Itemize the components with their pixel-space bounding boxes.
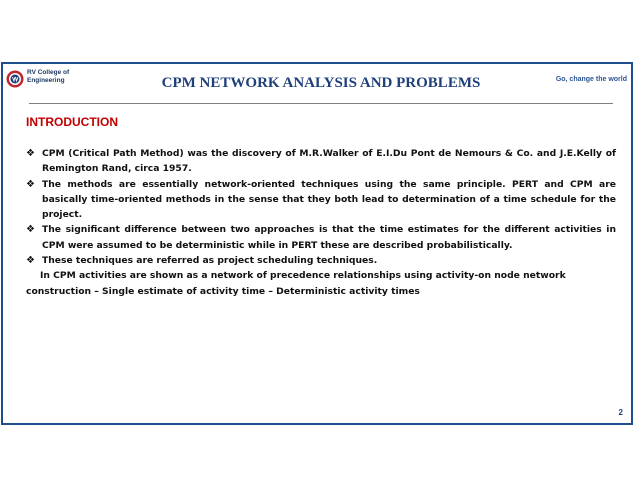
diamond-bullet-icon: ❖: [26, 178, 35, 190]
bullet-text: CPM (Critical Path Method) was the discovery of M.R.Walker of E.I.Du Pont de Nemours & Co. and J.E.Kelly of Remington Rand, circa 1957.: [42, 148, 616, 175]
paragraph-first-line: In CPM activities are shown as a network of precedence relationships using activity-on node network: [40, 270, 566, 282]
bullet-item: [26, 253, 616, 268]
paragraph-continuation: construction – Single estimate of activity time – Deterministic activity times: [26, 285, 420, 297]
header-divider: [29, 103, 613, 104]
college-tagline: Go, change the world: [555, 76, 627, 83]
slide-frame: [1, 62, 633, 425]
diamond-bullet-icon: ❖: [26, 148, 35, 159]
bullet-item: [26, 222, 616, 253]
diamond-bullet-icon: ❖: [26, 224, 35, 236]
bullet-text: These techniques are referred as project scheduling techniques.: [42, 255, 378, 267]
bullet-item: [26, 146, 616, 177]
section-heading: INTRODUCTION: [26, 115, 118, 129]
bullet-text: The significant difference between two approaches is that the time estimates for the different activities in CPM were assumed to be deterministic while in PERT these are described probabilistically.: [42, 224, 616, 251]
page-number: 2: [618, 408, 623, 417]
bullet-item: [26, 177, 616, 223]
rvce-logo-icon: [6, 70, 24, 88]
diamond-bullet-icon: ❖: [26, 255, 35, 267]
bullet-text: The methods are essentially network-oriented techniques using the same principle. PERT and CPM are basically time-oriented methods in the sense that they both lead to determination of a time schedule for the project.: [42, 178, 616, 221]
slide-title: CPM NETWORK ANALYSIS AND PROBLEMS: [161, 75, 481, 91]
body-text: [26, 146, 616, 299]
college-name: RV College of Engineering: [27, 69, 70, 84]
